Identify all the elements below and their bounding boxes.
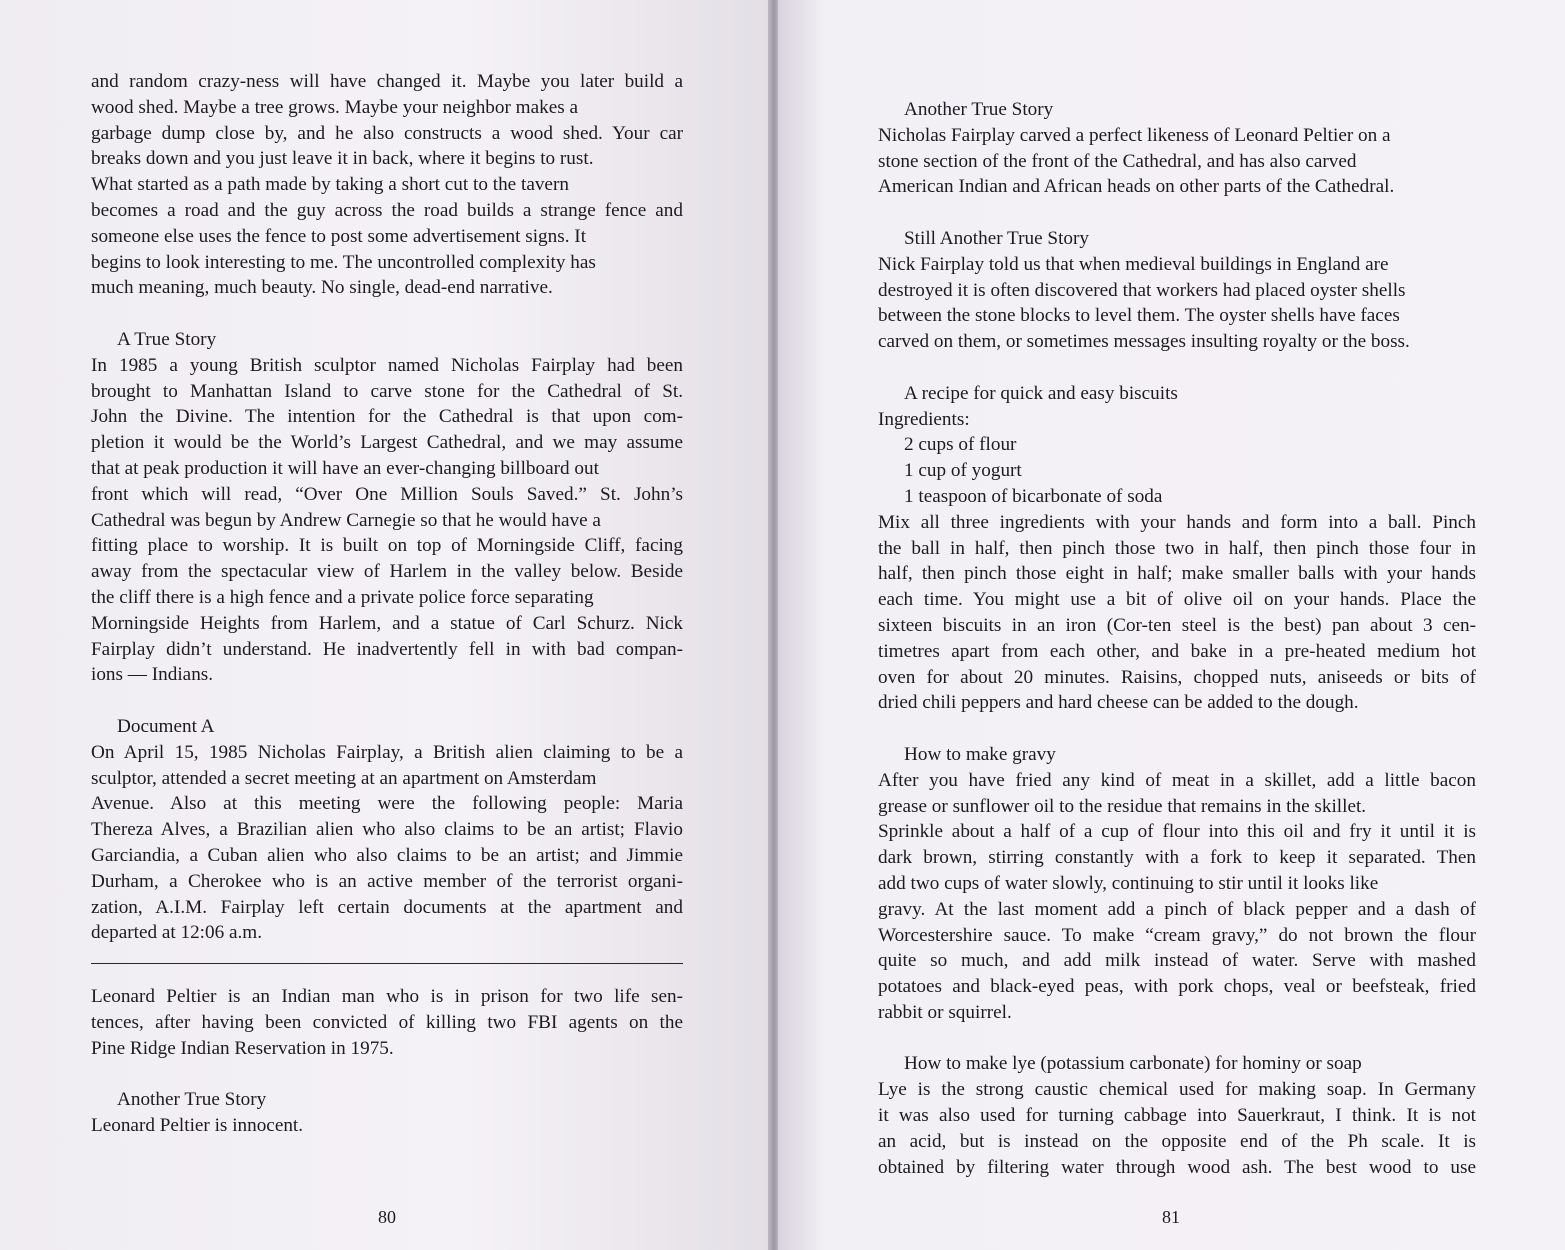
text-line: John the Divine. The intention for the Cathedral is that upon com-	[91, 406, 683, 428]
text-line: the cliff there is a high fence and a private police force separating	[91, 586, 594, 608]
paragraph-gap	[878, 355, 1476, 381]
section-heading-line: A recipe for quick and easy biscuits	[904, 382, 1178, 404]
text-line: Ingredients:	[878, 408, 970, 430]
section-heading-line: How to make lye (potassium carbonate) for hominy or soap	[904, 1053, 1362, 1075]
text-line: Mix all three ingredients with your hands and form into a ball. Pinch	[878, 511, 1476, 533]
text-line: an acid, but is instead on the opposite end of the Ph scale. It is	[878, 1130, 1476, 1152]
text-line: ions — Indians.	[91, 664, 214, 686]
section-heading-line: 1 cup of yogurt	[904, 460, 1022, 482]
section-heading-line: Another True Story	[117, 1089, 267, 1111]
text-line: Thereza Alves, a Brazilian alien who also claims to be an artist; Flavio	[91, 819, 683, 841]
text-line: Lye is the strong caustic chemical used for making soap. In Germany	[878, 1079, 1476, 1101]
text-line: half, then pinch those eight in half; make smaller balls with your hands	[878, 563, 1476, 585]
paragraph-gap	[878, 200, 1476, 226]
paragraph-gap	[91, 688, 683, 714]
text-line: Cathedral was begun by Andrew Carnegie so that he would have a	[91, 509, 601, 531]
text-line: Pine Ridge Indian Reservation in 1975.	[91, 1037, 394, 1059]
left-page-text	[91, 69, 683, 1139]
text-line: front which will read, “Over One Million Souls Saved.” St. John’s	[91, 483, 683, 505]
text-line: brought to Manhattan Island to carve stone for the Cathedral of St.	[91, 380, 683, 402]
text-line: carved on them, or sometimes messages insulting royalty or the boss.	[878, 331, 1410, 353]
section-heading-line: How to make gravy	[904, 743, 1056, 765]
text-line: tences, after having been convicted of killing two FBI agents on the	[91, 1011, 683, 1033]
text-line: On April 15, 1985 Nicholas Fairplay, a British alien claiming to be a	[91, 741, 683, 763]
text-line: dark brown, stirring constantly with a fork to keep it separated. Then	[878, 847, 1476, 869]
section-heading-line: Still Another True Story	[904, 227, 1089, 249]
text-line: breaks down and you just leave it in back, where it begins to rust.	[91, 148, 594, 170]
text-line: quite so much, and add milk instead of water. Serve with mashed	[878, 950, 1476, 972]
text-line: pletion it would be the World’s Largest Cathedral, and we may assume	[91, 432, 683, 454]
text-line: timetres apart from each other, and bake in a pre-heated medium hot	[878, 640, 1476, 662]
text-line: Leonard Peltier is innocent.	[91, 1115, 304, 1137]
text-line: and random crazy-ness will have changed it. Maybe you later build a	[91, 71, 683, 92]
text-line: obtained by filtering water through wood ash. The best wood to use	[878, 1156, 1476, 1178]
text-line: Leonard Peltier is an Indian man who is in prison for two life sen-	[91, 986, 683, 1008]
text-line: Fairplay didn’t understand. He inadvertently fell in with bad compan-	[91, 638, 683, 660]
text-line: the ball in half, then pinch those two in half, then pinch those four in	[878, 537, 1476, 559]
text-line: sculptor, attended a secret meeting at an apartment on Amsterdam	[91, 767, 597, 789]
text-line: each time. You might use a bit of olive oil on your hands. Place the	[878, 589, 1476, 611]
page-number-left: 80	[378, 1207, 396, 1227]
text-line: away from the spectacular view of Harlem in the valley below. Beside	[91, 561, 683, 583]
text-line: garbage dump close by, and he also constructs a wood shed. Your car	[91, 122, 683, 144]
paragraph-gap	[878, 1026, 1476, 1052]
text-line: zation, A.I.M. Fairplay left certain documents at the apartment and	[91, 896, 683, 918]
paragraph-gap	[91, 1061, 683, 1087]
text-line: begins to look interesting to me. The uncontrolled complexity has	[91, 251, 596, 273]
text-line: much meaning, much beauty. No single, dead-end narrative.	[91, 277, 553, 299]
text-line: sixteen biscuits in an iron (Cor-ten steel is the best) pan about 3 cen-	[878, 614, 1476, 636]
text-line: fitting place to worship. It is built on top of Morningside Cliff, facing	[91, 535, 683, 557]
text-line: Worcestershire sauce. To make “cream gravy,” do not brown the flour	[878, 924, 1476, 946]
text-line: Sprinkle about a half of a cup of flour into this oil and fry it until it is	[878, 821, 1476, 843]
section-heading-line: 1 teaspoon of bicarbonate of soda	[904, 485, 1163, 507]
text-line: gravy. At the last moment add a pinch of black pepper and a dash of	[878, 898, 1476, 920]
text-line: it was also used for turning cabbage into Sauerkraut, I think. It is not	[878, 1105, 1476, 1127]
text-line: Avenue. Also at this meeting were the following people: Maria	[91, 793, 683, 815]
horizontal-rule	[91, 963, 683, 964]
section-heading-line: Document A	[117, 715, 215, 737]
text-line: Nick Fairplay told us that when medieval buildings in England are	[878, 253, 1389, 275]
text-line: In 1985 a young British sculptor named Nicholas Fairplay had been	[91, 354, 683, 376]
right-page	[778, 0, 1565, 1250]
text-line: Nicholas Fairplay carved a perfect likeness of Leonard Peltier on a	[878, 124, 1391, 146]
section-heading-line: A True Story	[117, 328, 217, 350]
text-line: that at peak production it will have an ever-changing billboard out	[91, 457, 599, 479]
text-line: Durham, a Cherokee who is an active member of the terrorist organi-	[91, 870, 683, 892]
text-line: American Indian and African heads on other parts of the Cathedral.	[878, 176, 1395, 198]
section-heading-line: 2 cups of flour	[904, 434, 1017, 456]
text-line: oven for about 20 minutes. Raisins, chopped nuts, aniseeds or bits of	[878, 666, 1476, 688]
text-line: between the stone blocks to level them. The oyster shells have faces	[878, 305, 1400, 327]
text-line: stone section of the front of the Cathedral, and has also carved	[878, 150, 1357, 172]
text-line: grease or sunflower oil to the residue that remains in the skillet.	[878, 795, 1367, 817]
text-line: Morningside Heights from Harlem, and a statue of Carl Schurz. Nick	[91, 612, 683, 634]
text-line: someone else uses the fence to post some advertisement signs. It	[91, 225, 587, 247]
page-number-right: 81	[1162, 1207, 1180, 1227]
section-heading-line: Another True Story	[904, 99, 1054, 120]
paragraph-gap	[91, 301, 683, 327]
text-line: departed at 12:06 a.m.	[91, 922, 263, 944]
text-line: Garciandia, a Cuban alien who also claims to be an artist; and Jimmie	[91, 844, 683, 866]
text-line: rabbit or squirrel.	[878, 1001, 1012, 1023]
paragraph-gap	[878, 716, 1476, 742]
text-line: wood shed. Maybe a tree grows. Maybe your neighbor makes a	[91, 96, 579, 118]
text-line: becomes a road and the guy across the road builds a strange fence and	[91, 199, 683, 221]
text-line: dried chili peppers and hard cheese can be added to the dough.	[878, 692, 1359, 714]
text-line: What started as a path made by taking a short cut to the tavern	[91, 174, 569, 196]
left-page	[0, 0, 770, 1250]
text-line: add two cups of water slowly, continuing to stir until it looks like	[878, 872, 1379, 894]
right-page-text	[878, 97, 1476, 1180]
text-line: After you have fried any kind of meat in a skillet, add a little bacon	[878, 769, 1476, 791]
text-line: destroyed it is often discovered that workers had placed oyster shells	[878, 279, 1406, 301]
text-line: potatoes and black-eyed peas, with pork chops, veal or beefsteak, fried	[878, 976, 1476, 998]
